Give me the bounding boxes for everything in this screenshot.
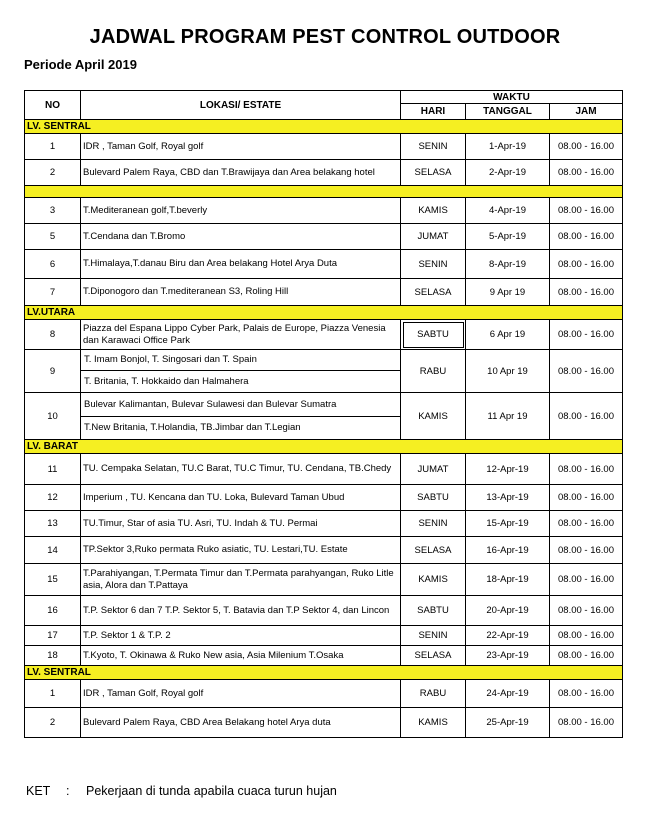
cell-jam: 08.00 - 16.00 bbox=[550, 160, 623, 186]
cell-hari: SELASA bbox=[401, 537, 466, 564]
cell-no: 6 bbox=[25, 250, 81, 279]
cell-hari: SELASA bbox=[401, 646, 466, 666]
table-row bbox=[25, 564, 623, 596]
cell-jam: 08.00 - 16.00 bbox=[550, 393, 623, 440]
cell-no: 15 bbox=[25, 564, 81, 596]
schedule-body bbox=[25, 120, 623, 738]
cell-no: 16 bbox=[25, 596, 81, 626]
cell-lokasi: T.Diponogoro dan T.mediteranean S3, Roling Hill bbox=[81, 279, 401, 306]
table-row bbox=[25, 393, 623, 440]
cell-no: 9 bbox=[25, 350, 81, 393]
lokasi-line: T. Imam Bonjol, T. Singosari dan T. Spain bbox=[84, 354, 257, 365]
cell-jam: 08.00 - 16.00 bbox=[550, 596, 623, 626]
lokasi-line: T.New Britania, T.Holandia, TB.Jimbar dan T.Legian bbox=[81, 416, 400, 439]
cell-jam: 08.00 - 16.00 bbox=[550, 646, 623, 666]
table-row bbox=[25, 626, 623, 646]
section-row bbox=[25, 120, 623, 134]
cell-jam: 08.00 - 16.00 bbox=[550, 224, 623, 250]
cell-lokasi: TU.Timur, Star of asia TU. Asri, TU. Indah & TU. Permai bbox=[81, 511, 401, 537]
cell-lokasi bbox=[81, 350, 401, 393]
cell-no: 8 bbox=[25, 320, 81, 350]
cell-lokasi: T.P. Sektor 1 & T.P. 2 bbox=[81, 626, 401, 646]
cell-tanggal: 20-Apr-19 bbox=[466, 596, 550, 626]
cell-lokasi: IDR , Taman Golf, Royal golf bbox=[81, 680, 401, 708]
header-lokasi: LOKASI/ ESTATE bbox=[81, 91, 401, 120]
footer-colon: : bbox=[66, 784, 70, 798]
section-label bbox=[25, 186, 623, 198]
cell-jam: 08.00 - 16.00 bbox=[550, 626, 623, 646]
table-row bbox=[25, 160, 623, 186]
table-row bbox=[25, 680, 623, 708]
lokasi-line: Bulevar Kalimantan, Bulevar Sulawesi dan Bulevar Sumatra bbox=[84, 398, 337, 410]
cell-jam: 08.00 - 16.00 bbox=[550, 537, 623, 564]
cell-lokasi bbox=[81, 393, 401, 440]
cell-tanggal: 22-Apr-19 bbox=[466, 626, 550, 646]
cell-lokasi: Piazza del Espana Lippo Cyber Park, Palais de Europe, Piazza Venesia dan Karawaci Office Park bbox=[81, 320, 401, 350]
cell-no: 17 bbox=[25, 626, 81, 646]
cell-no: 12 bbox=[25, 485, 81, 511]
cell-jam: 08.00 - 16.00 bbox=[550, 250, 623, 279]
footer-label: KET bbox=[26, 784, 51, 798]
cell-lokasi: TU. Cempaka Selatan, TU.C Barat, TU.C Timur, TU. Cendana, TB.Chedy bbox=[81, 454, 401, 485]
cell-hari: JUMAT bbox=[401, 224, 466, 250]
cell-tanggal: 12-Apr-19 bbox=[466, 454, 550, 485]
cell-jam: 08.00 - 16.00 bbox=[550, 279, 623, 306]
cell-hari: JUMAT bbox=[401, 454, 466, 485]
section-label: LV. BARAT bbox=[25, 440, 623, 454]
cell-no: 2 bbox=[25, 708, 81, 738]
cell-lokasi: T.Himalaya,T.danau Biru dan Area belakang Hotel Arya Duta bbox=[81, 250, 401, 279]
cell-jam: 08.00 - 16.00 bbox=[550, 708, 623, 738]
cell-hari: SABTU bbox=[401, 320, 466, 350]
table-row bbox=[25, 537, 623, 564]
schedule-table bbox=[24, 90, 623, 738]
cell-hari: SENIN bbox=[401, 250, 466, 279]
cell-no: 14 bbox=[25, 537, 81, 564]
cell-tanggal: 24-Apr-19 bbox=[466, 680, 550, 708]
cell-tanggal: 10 Apr 19 bbox=[466, 350, 550, 393]
cell-tanggal: 23-Apr-19 bbox=[466, 646, 550, 666]
cell-tanggal: 4-Apr-19 bbox=[466, 198, 550, 224]
lokasi-line: T. Britania, T. Hokkaido dan Halmahera bbox=[81, 370, 400, 392]
cell-no: 1 bbox=[25, 680, 81, 708]
cell-lokasi: T.Kyoto, T. Okinawa & Ruko New asia, Asia Milenium T.Osaka bbox=[81, 646, 401, 666]
cell-tanggal: 5-Apr-19 bbox=[466, 224, 550, 250]
header-tanggal: TANGGAL bbox=[466, 104, 550, 120]
table-row bbox=[25, 198, 623, 224]
cell-hari: KAMIS bbox=[401, 564, 466, 596]
page-title: JADWAL PROGRAM PEST CONTROL OUTDOOR bbox=[89, 26, 561, 48]
cell-jam: 08.00 - 16.00 bbox=[550, 485, 623, 511]
cell-lokasi: IDR , Taman Golf, Royal golf bbox=[81, 134, 401, 160]
cell-no: 13 bbox=[25, 511, 81, 537]
cell-jam: 08.00 - 16.00 bbox=[550, 511, 623, 537]
cell-tanggal: 25-Apr-19 bbox=[466, 708, 550, 738]
cell-tanggal: 18-Apr-19 bbox=[466, 564, 550, 596]
cell-no: 3 bbox=[25, 198, 81, 224]
cell-no: 7 bbox=[25, 279, 81, 306]
section-row bbox=[25, 666, 623, 680]
footer-text: Pekerjaan di tunda apabila cuaca turun hujan bbox=[86, 784, 337, 798]
cell-tanggal: 9 Apr 19 bbox=[466, 279, 550, 306]
cell-hari: SENIN bbox=[401, 511, 466, 537]
cell-no: 5 bbox=[25, 224, 81, 250]
cell-no: 10 bbox=[25, 393, 81, 440]
table-row bbox=[25, 320, 623, 350]
cell-jam: 08.00 - 16.00 bbox=[550, 350, 623, 393]
cell-lokasi: Bulevard Palem Raya, CBD dan T.Brawijaya dan Area belakang hotel bbox=[81, 160, 401, 186]
cell-jam: 08.00 - 16.00 bbox=[550, 134, 623, 160]
header-jam: JAM bbox=[550, 104, 623, 120]
cell-no: 18 bbox=[25, 646, 81, 666]
cell-lokasi: T.Mediteranean golf,T.beverly bbox=[81, 198, 401, 224]
cell-tanggal: 13-Apr-19 bbox=[466, 485, 550, 511]
cell-no: 11 bbox=[25, 454, 81, 485]
header-hari: HARI bbox=[401, 104, 466, 120]
header-waktu: WAKTU bbox=[401, 91, 623, 104]
header-no: NO bbox=[25, 91, 81, 120]
cell-lokasi: Imperium , TU. Kencana dan TU. Loka, Bulevard Taman Ubud bbox=[81, 485, 401, 511]
table-row bbox=[25, 708, 623, 738]
cell-jam: 08.00 - 16.00 bbox=[550, 680, 623, 708]
table-row bbox=[25, 485, 623, 511]
cell-no: 2 bbox=[25, 160, 81, 186]
cell-hari: SENIN bbox=[401, 134, 466, 160]
cell-no: 1 bbox=[25, 134, 81, 160]
cell-tanggal: 6 Apr 19 bbox=[466, 320, 550, 350]
section-row bbox=[25, 306, 623, 320]
cell-hari: KAMIS bbox=[401, 198, 466, 224]
table-row bbox=[25, 454, 623, 485]
table-row bbox=[25, 134, 623, 160]
cell-tanggal: 11 Apr 19 bbox=[466, 393, 550, 440]
table-row bbox=[25, 250, 623, 279]
cell-jam: 08.00 - 16.00 bbox=[550, 198, 623, 224]
section-label: LV. SENTRAL bbox=[25, 666, 623, 680]
cell-lokasi: T.Cendana dan T.Bromo bbox=[81, 224, 401, 250]
cell-tanggal: 15-Apr-19 bbox=[466, 511, 550, 537]
section-label: LV.UTARA bbox=[25, 306, 623, 320]
cell-hari: RABU bbox=[401, 350, 466, 393]
cell-hari: SABTU bbox=[401, 596, 466, 626]
cell-hari: KAMIS bbox=[401, 708, 466, 738]
section-row bbox=[25, 440, 623, 454]
cell-hari: KAMIS bbox=[401, 393, 466, 440]
cell-jam: 08.00 - 16.00 bbox=[550, 564, 623, 596]
table-row bbox=[25, 350, 623, 393]
cell-lokasi: T.Parahiyangan, T.Permata Timur dan T.Permata parahyangan, Ruko Litle asia, Alora dan T.Pattaya bbox=[81, 564, 401, 596]
cell-jam: 08.00 - 16.00 bbox=[550, 454, 623, 485]
cell-jam: 08.00 - 16.00 bbox=[550, 320, 623, 350]
cell-hari: RABU bbox=[401, 680, 466, 708]
table-row bbox=[25, 511, 623, 537]
cell-lokasi: T.P. Sektor 6 dan 7 T.P. Sektor 5, T. Batavia dan T.P Sektor 4, dan Lincon bbox=[81, 596, 401, 626]
cell-hari: SELASA bbox=[401, 160, 466, 186]
cell-hari: SENIN bbox=[401, 626, 466, 646]
table-row bbox=[25, 279, 623, 306]
period-label: Periode April 2019 bbox=[24, 57, 137, 72]
cell-tanggal: 2-Apr-19 bbox=[466, 160, 550, 186]
footer-note bbox=[26, 784, 337, 798]
cell-hari: SABTU bbox=[401, 485, 466, 511]
cell-hari: SELASA bbox=[401, 279, 466, 306]
table-row bbox=[25, 596, 623, 626]
section-spacer-row bbox=[25, 186, 623, 198]
section-label: LV. SENTRAL bbox=[25, 120, 623, 134]
cell-tanggal: 16-Apr-19 bbox=[466, 537, 550, 564]
cell-tanggal: 8-Apr-19 bbox=[466, 250, 550, 279]
cell-lokasi: TP.Sektor 3,Ruko permata Ruko asiatic, TU. Lestari,TU. Estate bbox=[81, 537, 401, 564]
cell-lokasi: Bulevard Palem Raya, CBD Area Belakang hotel Arya duta bbox=[81, 708, 401, 738]
table-row bbox=[25, 224, 623, 250]
cell-tanggal: 1-Apr-19 bbox=[466, 134, 550, 160]
table-row bbox=[25, 646, 623, 666]
